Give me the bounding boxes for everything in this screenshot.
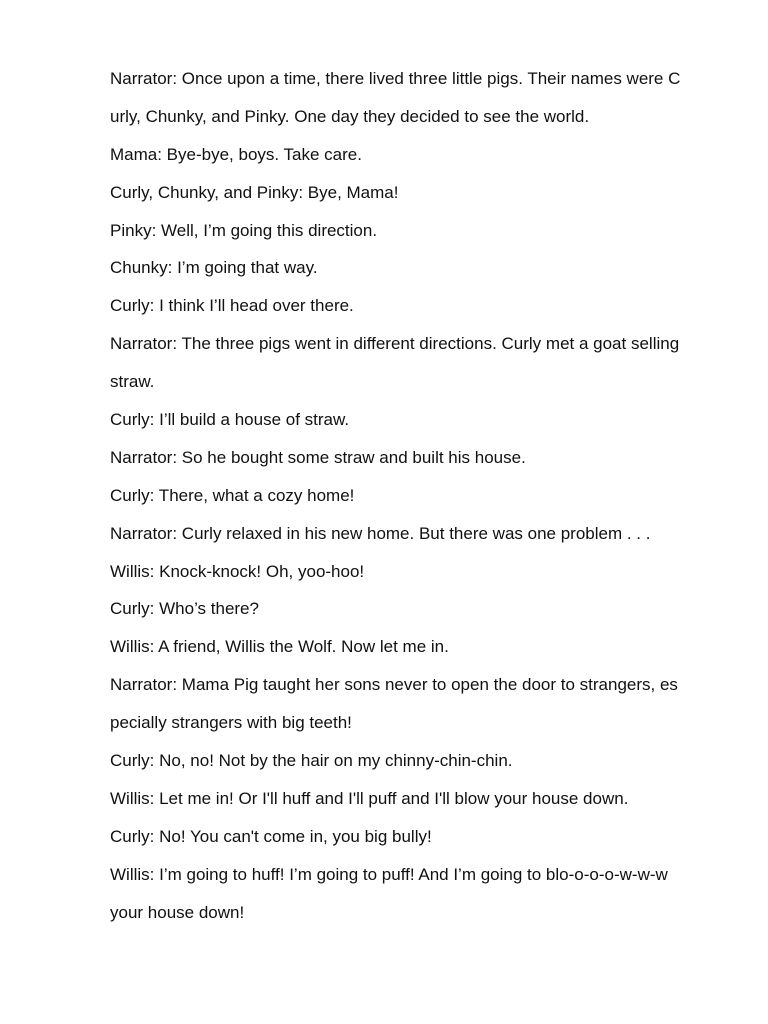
text-line: Curly: Who’s there? <box>110 599 259 619</box>
text-line: Curly: There, what a cozy home! <box>110 485 355 505</box>
text-line: Chunky: I’m going that way. <box>110 258 318 278</box>
text-line: Narrator: Curly relaxed in his new home. But there was one problem . . . <box>110 523 651 543</box>
text-line: Curly, Chunky, and Pinky: Bye, Mama! <box>110 182 399 202</box>
text-line: urly, Chunky, and Pinky. One day they decided to see the world. <box>110 106 590 126</box>
text-line: Willis: A friend, Willis the Wolf. Now let me in. <box>110 637 449 657</box>
text-line: Willis: I’m going to huff! I’m going to puff! And I’m going to blo-o-o-o-w-w-w <box>110 864 668 884</box>
text-line: Mama: Bye-bye, boys. Take care. <box>110 144 362 164</box>
text-line: Curly: No! You can't come in, you big bully! <box>110 826 432 846</box>
text-line: straw. <box>110 372 155 392</box>
text-line: Curly: I’ll build a house of straw. <box>110 410 350 430</box>
document-page <box>110 60 710 931</box>
text-line: Narrator: The three pigs went in different directions. Curly met a goat selling <box>110 334 680 354</box>
text-line: your house down! <box>110 902 245 922</box>
text-line: pecially strangers with big teeth! <box>110 713 352 733</box>
text-line: Narrator: Mama Pig taught her sons never to open the door to strangers, es <box>110 675 678 695</box>
text-line: Narrator: So he bought some straw and built his house. <box>110 447 526 467</box>
text-line: Willis: Knock-knock! Oh, yoo-hoo! <box>110 561 365 581</box>
text-line: Pinky: Well, I’m going this direction. <box>110 220 378 240</box>
text-line: Curly: No, no! Not by the hair on my chinny-chin-chin. <box>110 751 513 771</box>
text-line: Narrator: Once upon a time, there lived three little pigs. Their names were C <box>110 69 681 88</box>
text-line: Curly: I think I’ll head over there. <box>110 296 354 316</box>
text-line: Willis: Let me in! Or I'll huff and I'll puff and I'll blow your house down. <box>110 788 629 808</box>
